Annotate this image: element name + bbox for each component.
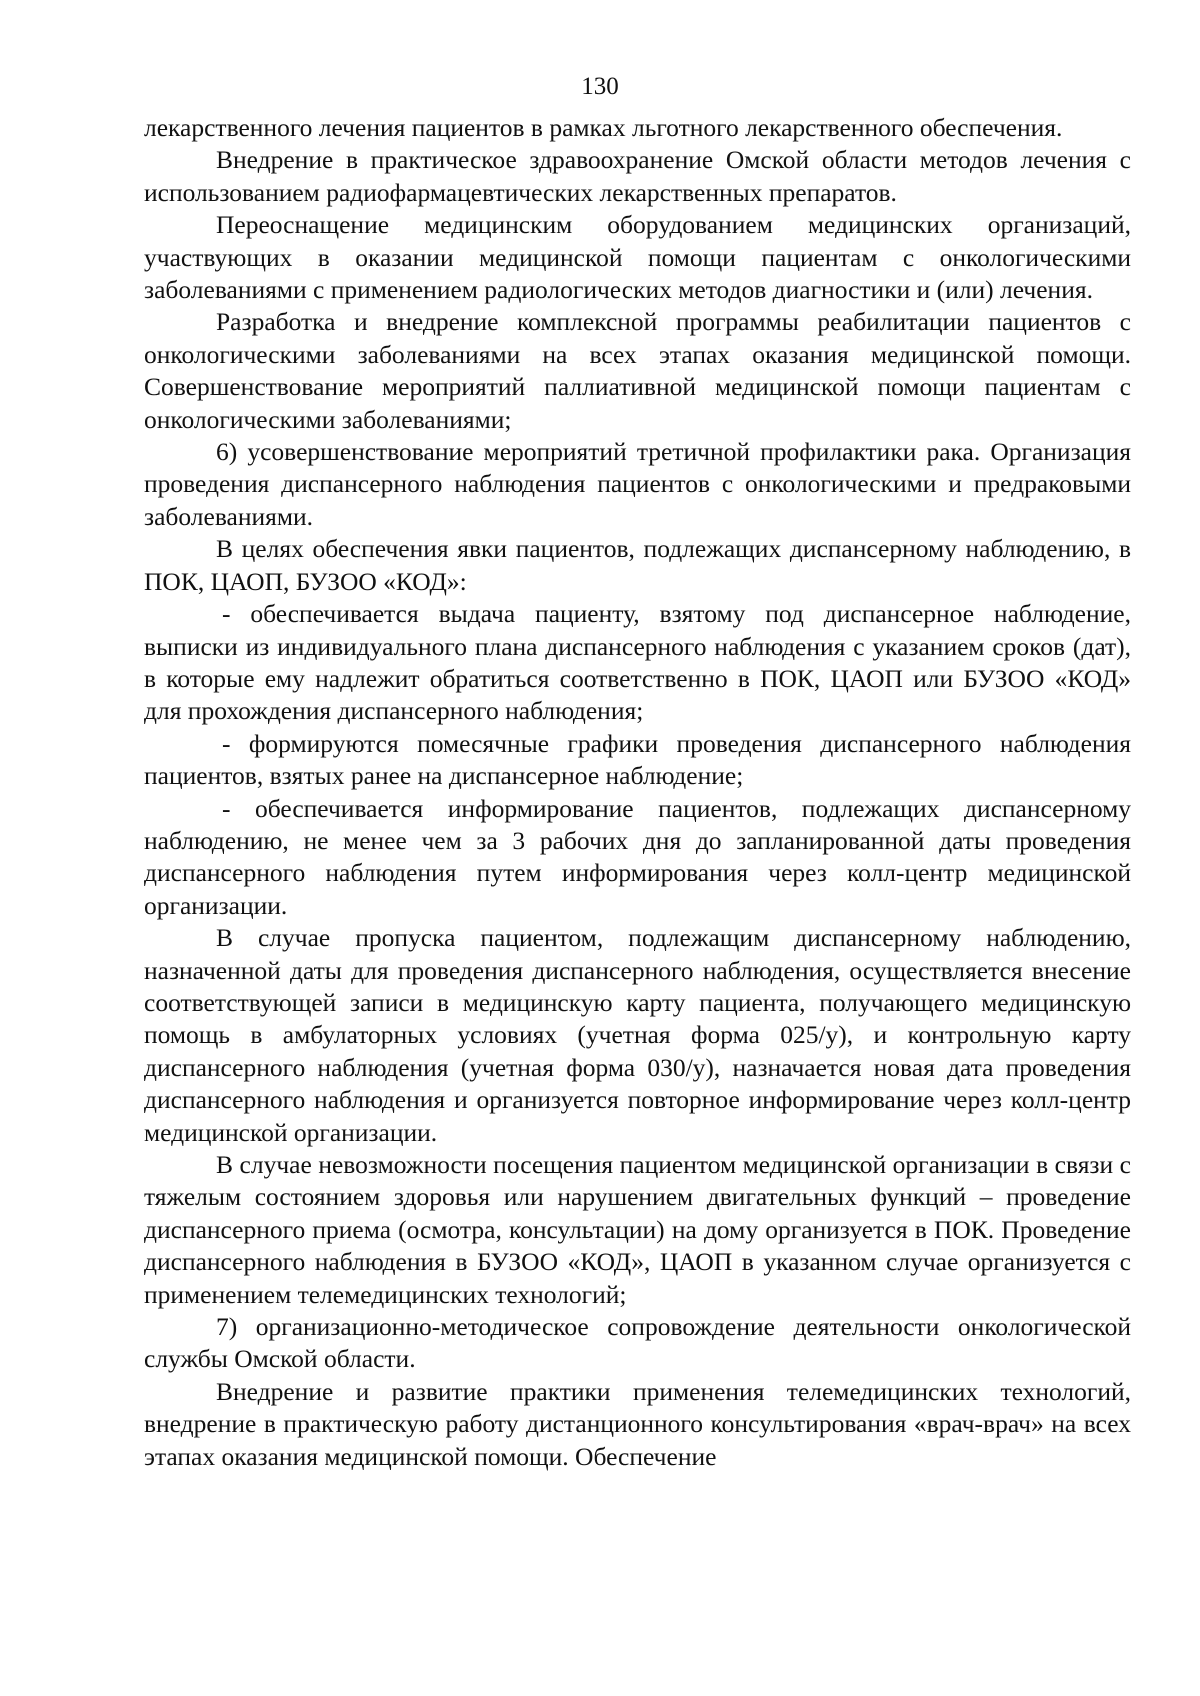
bullet-informing: - обеспечивается информирование пациентов, подлежащих диспансерному наблюдению, не менее чем за 3 рабочих дня до запланированной даты проведения диспансерного наблюдения путем информирования через колл-центр медицинской организации. bbox=[144, 793, 1131, 920]
page-number: 130 bbox=[581, 73, 619, 100]
paragraph-item-6: 6) усовершенствование мероприятий третичной профилактики рака. Организация проведения диспансерного наблюдения пациентов с онкологическими и предраковыми заболеваниями. bbox=[144, 437, 1131, 531]
paragraph-attendance: В целях обеспечения явки пациентов, подлежащих диспансерному наблюдению, в ПОК, ЦАОП, БУЗОО «КОД»: bbox=[144, 534, 1131, 596]
paragraph-rehabilitation: Разработка и внедрение комплексной программы реабилитации пациентов с онкологическими заболеваниями на всех этапах оказания медицинской помощи. Совершенствование мероприятий паллиативной медицинской помощи пациентам с онкологическими заболеваниями; bbox=[144, 307, 1131, 434]
document-body bbox=[144, 112, 1131, 1473]
bullet-monthly-schedules: - формируются помесячные графики проведения диспансерного наблюдения пациентов, взятых ранее на диспансерное наблюдение; bbox=[144, 728, 1131, 791]
paragraph-telemedicine: Внедрение и развитие практики применения телемедицинских технологий, внедрение в практическую работу дистанционного консультирования «врач-врач» на всех этапах оказания медицинской помощи. Обеспечение bbox=[144, 1376, 1131, 1471]
paragraph-continuation: лекарственного лечения пациентов в рамках льготного лекарственного обеспечения. bbox=[144, 113, 1063, 142]
paragraph-re-equipment: Переоснащение медицинским оборудованием медицинских организаций, участвующих в оказании медицинской помощи пациентам с онкологическими заболеваниями с применением радиологических методов диагностики и (или) лечения. bbox=[144, 210, 1131, 305]
paragraph-radiopharmaceuticals: Внедрение в практическое здравоохранение Омской области методов лечения с использованием радиофармацевтических лекарственных препаратов. bbox=[144, 145, 1131, 207]
paragraph-item-7: 7) организационно-методическое сопровождение деятельности онкологической службы Омской области. bbox=[144, 1312, 1131, 1374]
bullet-extract-issue: - обеспечивается выдача пациенту, взятому под диспансерное наблюдение, выписки из индивидуального плана диспансерного наблюдения с указанием сроков (дат), в которые ему надлежит обратиться соответственно в ПОК, ЦАОП или БУЗОО «КОД» для прохождения диспансерного наблюдения; bbox=[144, 599, 1131, 726]
paragraph-home-visit: В случае невозможности посещения пациентом медицинской организации в связи с тяжелым состоянием здоровья или нарушением двигательных функций – проведение диспансерного приема (осмотра, консультации) на дому организуется в ПОК. Проведение диспансерного наблюдения в БУЗОО «КОД», ЦАОП в указанном случае организуется с применением телемедицинских технологий; bbox=[144, 1150, 1131, 1309]
paragraph-missed-date: В случае пропуска пациентом, подлежащим диспансерному наблюдению, назначенной даты для проведения диспансерного наблюдения, осуществляется внесение соответствующей записи в медицинскую карту пациента, получающего медицинскую помощь в амбулаторных условиях (учетная форма 025/у), и контрольную карту диспансерного наблюдения (учетная форма 030/у), назначается новая дата проведения диспансерного наблюдения и организуется повторное информирование через колл-центр медицинской организации. bbox=[144, 923, 1131, 1147]
